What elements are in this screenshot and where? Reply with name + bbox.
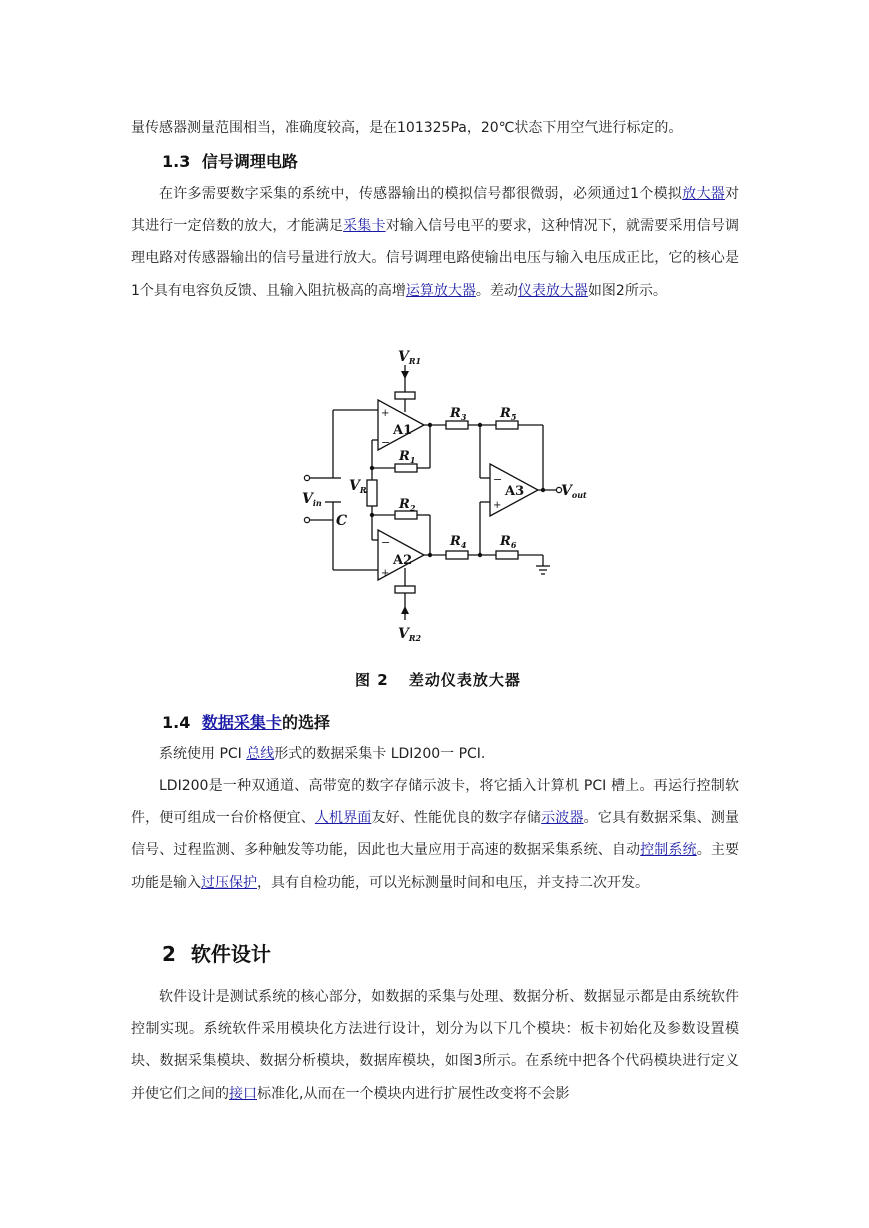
link-amplifier[interactable]: 放大器 bbox=[682, 186, 726, 202]
section-title-rest: 的选择 bbox=[281, 713, 330, 732]
section-number: 1.4 bbox=[162, 713, 191, 732]
label-vout-sub: out bbox=[571, 490, 587, 500]
link-op-amp[interactable]: 运算放大器 bbox=[405, 282, 476, 299]
text-run: ，具有自检功能，可以光标测量时间和电压，并支持二次开发。 bbox=[257, 874, 649, 891]
text-run: 。它具有数据采集、测量信号、过程监测、多种触发等功能，因此也大量应用于高速的数据采集系统、自动 bbox=[131, 810, 740, 859]
section-heading-1-4 bbox=[162, 710, 330, 733]
text-run: 软件设计是测试系统的核心部分，如数据的采集与处理、数据分析、数据显示都是由系统软件控制实现。系统软件采用模块化方法进行设计，划分为以下几个模块：板卡初始化及参数设置模块、数据采集模块、数据分析模块，数据库模块，如图3所示。在系统中把各个代码模块进行定义并使它们之间的 bbox=[131, 989, 739, 1102]
label-a1-plus: + bbox=[381, 408, 390, 419]
text-run: 对其进行一定倍数的放大，才能满足 bbox=[131, 186, 740, 235]
label-vr2: V bbox=[398, 626, 409, 642]
label-vr: V bbox=[349, 478, 360, 494]
resistor-vr1 bbox=[395, 392, 415, 399]
label-vout: V bbox=[561, 483, 572, 499]
text-run: 形式的数据采集卡 LDI200一 PCI. bbox=[274, 746, 486, 762]
svg-text:R6 bbox=[499, 534, 517, 550]
svg-text:Vout bbox=[561, 483, 587, 500]
svg-text:VR2 bbox=[398, 626, 422, 643]
label-a2-plus: + bbox=[381, 568, 390, 579]
svg-text:R4 bbox=[449, 534, 467, 550]
text-run: 对输入信号电平的要求，这种情况下，就需要采用信号调理电路对传感器输出的信号量进行放大。信号调理电路使输出电压与输入电压成正比，它的核心是1个具有电容负反馈、且输入阻抗极高的高增 bbox=[131, 218, 740, 299]
section-number: 2 bbox=[162, 942, 176, 966]
label-a1: A1 bbox=[393, 423, 413, 438]
resistor-r3 bbox=[446, 421, 468, 429]
label-vr1: V bbox=[398, 349, 409, 365]
svg-text:R2 bbox=[398, 497, 416, 513]
section-number: 1.3 bbox=[162, 152, 191, 171]
link-control-system[interactable]: 控制系统 bbox=[640, 842, 697, 859]
label-a3-plus: + bbox=[493, 500, 502, 511]
label-a3-minus: − bbox=[493, 473, 503, 486]
label-r1: R bbox=[399, 449, 410, 464]
section-title: 信号调理电路 bbox=[201, 152, 298, 171]
paragraph-top-text: 量传感器测量范围相当，准确度较高，是在101325Pa，20℃状态下用空气进行标定的。 bbox=[131, 120, 683, 136]
svg-text:VR bbox=[349, 478, 367, 495]
resistor-r1 bbox=[395, 464, 417, 472]
text-run: 。差动 bbox=[475, 282, 518, 299]
figure-number: 图 2 bbox=[355, 671, 389, 689]
svg-text:R3 bbox=[449, 406, 467, 422]
figure-caption bbox=[355, 669, 535, 690]
paragraph-1-3 bbox=[131, 178, 739, 307]
section-heading-1-3 bbox=[162, 149, 298, 172]
link-overvoltage-protection[interactable]: 过压保护 bbox=[201, 874, 257, 891]
link-bus[interactable]: 总线 bbox=[246, 746, 275, 762]
link-acquisition-card[interactable]: 采集卡 bbox=[343, 218, 386, 235]
label-r4-sub: 4 bbox=[460, 540, 467, 550]
label-r6-sub: 6 bbox=[510, 540, 517, 550]
text-run: 在许多需要数字采集的系统中，传感器输出的模拟信号都很微弱，必须通过1个模拟 bbox=[159, 186, 683, 202]
svg-text:R5 bbox=[499, 406, 517, 422]
link-hmi[interactable]: 人机界面 bbox=[314, 810, 372, 827]
text-run: 标准化,从而在一个模块内进行扩展性改变将不会影 bbox=[257, 1085, 570, 1102]
paragraph-1-4b bbox=[131, 770, 739, 899]
resistor-vr2 bbox=[395, 586, 415, 593]
svg-text:Vin bbox=[302, 491, 322, 508]
link-instrument-amplifier[interactable]: 仪表放大器 bbox=[517, 282, 588, 299]
label-vr2-sub: R2 bbox=[408, 633, 422, 643]
label-a2: A2 bbox=[393, 553, 413, 568]
resistor-r6 bbox=[496, 551, 518, 559]
resistor-r5 bbox=[496, 421, 518, 429]
link-data-acquisition-card[interactable]: 数据采集卡 bbox=[201, 713, 282, 732]
label-r2-sub: 2 bbox=[409, 503, 416, 513]
label-r5: R bbox=[500, 406, 511, 421]
label-vin: V bbox=[302, 491, 313, 507]
label-c: C bbox=[336, 513, 348, 529]
label-vr-sub: R bbox=[359, 485, 367, 495]
text-run: 系统使用 PCI bbox=[159, 746, 247, 762]
label-r6: R bbox=[500, 534, 511, 549]
text-run: 如图2所示。 bbox=[587, 282, 667, 299]
label-r3: R bbox=[450, 406, 461, 421]
resistor-r4 bbox=[446, 551, 468, 559]
link-interface[interactable]: 接口 bbox=[229, 1085, 257, 1102]
label-r1-sub: 1 bbox=[409, 455, 416, 465]
svg-text:R1 bbox=[398, 449, 415, 465]
figure-title: 差动仪表放大器 bbox=[408, 671, 521, 689]
section-heading-2 bbox=[162, 938, 271, 967]
label-vin-sub: in bbox=[312, 498, 322, 508]
paragraph-top bbox=[131, 112, 739, 144]
label-a3: A3 bbox=[505, 484, 525, 499]
label-vr1-sub: R1 bbox=[408, 356, 422, 366]
label-a1-minus: − bbox=[381, 436, 391, 449]
circuit-diagram bbox=[290, 343, 590, 648]
paragraph-2 bbox=[131, 981, 739, 1110]
text-run: LDI200是一种双通道、高带宽的数字存储示波卡，将它插入计算机 PCI 槽上。再运行控制软件，便可组成一台价格便宜、 bbox=[131, 778, 739, 827]
paragraph-1-4a bbox=[131, 738, 739, 770]
svg-text:VR1 bbox=[398, 349, 421, 366]
link-oscilloscope[interactable]: 示波器 bbox=[541, 810, 584, 827]
label-a2-minus: − bbox=[381, 536, 391, 549]
label-r5-sub: 5 bbox=[510, 412, 517, 422]
resistor-vr bbox=[367, 480, 377, 506]
label-r2: R bbox=[399, 497, 410, 512]
section-title: 软件设计 bbox=[190, 942, 271, 966]
text-run: 友好、性能优良的数字存储 bbox=[371, 810, 542, 827]
label-r3-sub: 3 bbox=[460, 412, 467, 422]
text-run: 。主要功能是输入 bbox=[131, 842, 740, 891]
label-r4: R bbox=[450, 534, 461, 549]
